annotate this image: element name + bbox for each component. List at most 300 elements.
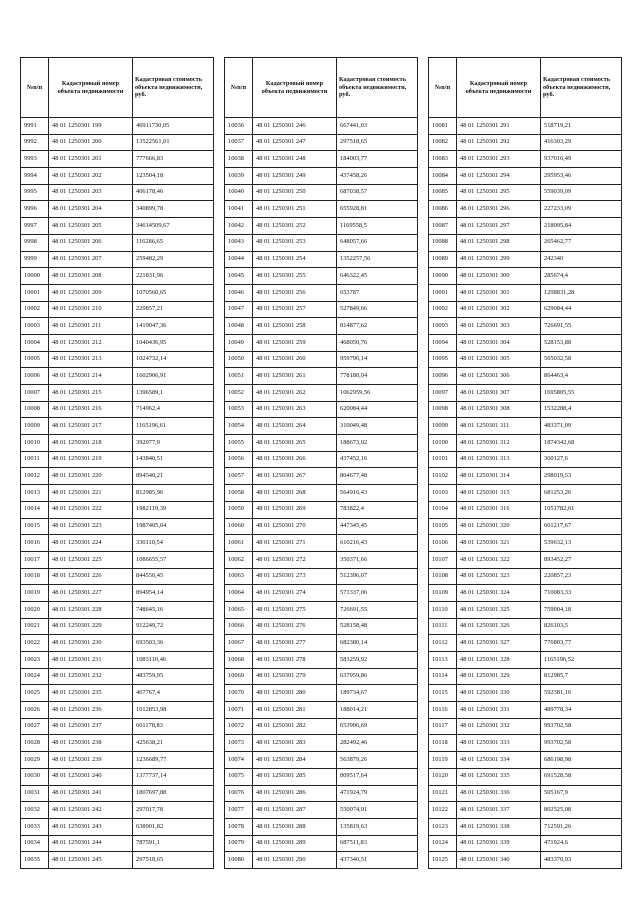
cell-num: 10065 — [225, 601, 253, 618]
cell-cadastral-cost: 714962,4 — [133, 401, 214, 418]
cell-cadastral-number: 48 01 1250301 241 — [49, 785, 133, 802]
table-row — [21, 601, 214, 618]
cell-num: 10070 — [225, 685, 253, 702]
table-row — [225, 385, 418, 402]
cell-cadastral-cost: 601178,83 — [133, 718, 214, 735]
cell-num: 10091 — [429, 284, 457, 301]
cell-num: 10025 — [21, 685, 49, 702]
cell-num: 10119 — [429, 752, 457, 769]
cell-cadastral-number: 48 01 1250301 240 — [49, 768, 133, 785]
cell-cadastral-number: 48 01 1250301 235 — [49, 685, 133, 702]
cell-cadastral-cost: 285674,4 — [541, 268, 622, 285]
table-row — [225, 685, 418, 702]
table-row — [429, 401, 622, 418]
cell-cadastral-cost: 687511,83 — [337, 835, 418, 852]
table-row — [429, 334, 622, 351]
cell-num: 10039 — [225, 168, 253, 185]
cell-num: 10107 — [429, 551, 457, 568]
cell-cadastral-cost: 814877,62 — [337, 318, 418, 335]
table-row — [225, 134, 418, 151]
cell-num: 10073 — [225, 735, 253, 752]
table-row — [429, 718, 622, 735]
cell-num: 10117 — [429, 718, 457, 735]
table-row — [429, 551, 622, 568]
cell-cadastral-cost: 646322,45 — [337, 268, 418, 285]
cell-cadastral-number: 48 01 1250301 323 — [457, 568, 541, 585]
table-row — [225, 635, 418, 652]
cell-num: 10048 — [225, 318, 253, 335]
cell-cadastral-cost: 1070560,65 — [133, 284, 214, 301]
cell-cadastral-number: 48 01 1250301 269 — [253, 501, 337, 518]
table-row — [21, 134, 214, 151]
cell-num: 10056 — [225, 451, 253, 468]
table-row — [225, 718, 418, 735]
cell-num: 10009 — [21, 418, 49, 435]
cell-cadastral-cost: 610216,43 — [337, 535, 418, 552]
cell-num: 10042 — [225, 218, 253, 235]
cell-num: 10058 — [225, 485, 253, 502]
cell-num: 10124 — [429, 835, 457, 852]
cell-num: 10085 — [429, 184, 457, 201]
cell-cadastral-number: 48 01 1250301 210 — [49, 301, 133, 318]
table-row — [21, 535, 214, 552]
table-row — [21, 151, 214, 168]
cell-num: 10060 — [225, 518, 253, 535]
table-row — [225, 818, 418, 835]
table-row — [429, 635, 622, 652]
table-row — [429, 835, 622, 852]
table-row — [429, 585, 622, 602]
cell-num: 9995 — [21, 184, 49, 201]
header-cadastral-number: Кадастровый номер объекта недвижимости — [253, 58, 337, 118]
cell-num: 10000 — [21, 268, 49, 285]
cell-num: 10045 — [225, 268, 253, 285]
table-row — [21, 284, 214, 301]
cell-cadastral-cost: 227233,09 — [541, 201, 622, 218]
cell-cadastral-cost: 667441,03 — [337, 118, 418, 135]
cell-num: 10082 — [429, 134, 457, 151]
cell-cadastral-cost: 629084,44 — [541, 301, 622, 318]
cell-cadastral-number: 48 01 1250301 244 — [49, 835, 133, 852]
cell-cadastral-number: 48 01 1250301 336 — [457, 785, 541, 802]
cell-num: 10081 — [429, 118, 457, 135]
cell-num: 10046 — [225, 284, 253, 301]
cell-cadastral-cost: 1086655,57 — [133, 551, 214, 568]
cell-num: 10092 — [429, 301, 457, 318]
cell-cadastral-number: 48 01 1250301 287 — [253, 802, 337, 819]
table-row — [429, 168, 622, 185]
cell-cadastral-cost: 416303,29 — [541, 134, 622, 151]
cell-num: 10103 — [429, 485, 457, 502]
table-row — [429, 234, 622, 251]
cell-num: 10116 — [429, 702, 457, 719]
cell-cadastral-number: 48 01 1250301 253 — [253, 234, 337, 251]
cell-cadastral-number: 48 01 1250301 268 — [253, 485, 337, 502]
cell-cadastral-cost: 471924,6 — [541, 835, 622, 852]
cell-cadastral-cost: 1298831,28 — [541, 284, 622, 301]
cell-num: 10098 — [429, 401, 457, 418]
table-row — [21, 685, 214, 702]
cell-cadastral-number: 48 01 1250301 270 — [253, 518, 337, 535]
header-num: №п/п — [225, 58, 253, 118]
cell-num: 10090 — [429, 268, 457, 285]
table-row — [21, 818, 214, 835]
cell-num: 10105 — [429, 518, 457, 535]
cell-num: 10030 — [21, 768, 49, 785]
table-row — [225, 418, 418, 435]
cell-num: 10021 — [21, 618, 49, 635]
cell-cadastral-cost: 330110,54 — [133, 535, 214, 552]
cell-cadastral-cost: 447345,45 — [337, 518, 418, 535]
cell-num: 10054 — [225, 418, 253, 435]
table-row — [225, 535, 418, 552]
cell-cadastral-cost: 550074,91 — [337, 802, 418, 819]
cell-cadastral-cost: 1874342,68 — [541, 435, 622, 452]
cell-num: 10014 — [21, 501, 49, 518]
cell-cadastral-number: 48 01 1250301 339 — [457, 835, 541, 852]
cell-cadastral-cost: 681253,26 — [541, 485, 622, 502]
cell-cadastral-number: 48 01 1250301 279 — [253, 668, 337, 685]
table-row — [21, 368, 214, 385]
cell-cadastral-number: 48 01 1250301 303 — [457, 318, 541, 335]
cell-num: 10108 — [429, 568, 457, 585]
cell-cadastral-number: 48 01 1250301 259 — [253, 334, 337, 351]
table-row — [21, 318, 214, 335]
table-row — [429, 418, 622, 435]
table-row — [21, 652, 214, 669]
cell-cadastral-number: 48 01 1250301 260 — [253, 351, 337, 368]
cell-cadastral-number: 48 01 1250301 218 — [49, 435, 133, 452]
cell-num: 10112 — [429, 635, 457, 652]
cell-cadastral-number: 48 01 1250301 212 — [49, 334, 133, 351]
cell-num: 10113 — [429, 652, 457, 669]
cell-num: 10044 — [225, 251, 253, 268]
cell-num: 10078 — [225, 818, 253, 835]
cell-num: 10080 — [225, 852, 253, 869]
table-row — [225, 835, 418, 852]
cell-cadastral-cost: 809517,64 — [337, 768, 418, 785]
cell-cadastral-cost: 221831,96 — [133, 268, 214, 285]
cell-cadastral-cost: 804677,48 — [337, 468, 418, 485]
table-row — [21, 184, 214, 201]
cell-num: 10076 — [225, 785, 253, 802]
cell-cadastral-number: 48 01 1250301 258 — [253, 318, 337, 335]
table-row — [429, 568, 622, 585]
cell-num: 9994 — [21, 168, 49, 185]
cell-cadastral-cost: 1083110,46 — [133, 652, 214, 669]
table-row — [429, 268, 622, 285]
table-row — [21, 501, 214, 518]
table-row — [225, 702, 418, 719]
table-row — [225, 435, 418, 452]
table-row — [225, 251, 418, 268]
cell-cadastral-number: 48 01 1250301 237 — [49, 718, 133, 735]
table-row — [21, 201, 214, 218]
table-row — [225, 652, 418, 669]
cell-cadastral-cost: 559039,09 — [541, 184, 622, 201]
cell-cadastral-cost: 1236689,77 — [133, 752, 214, 769]
cell-cadastral-cost: 802525,08 — [541, 802, 622, 819]
cell-cadastral-cost: 759004,18 — [541, 601, 622, 618]
table-row — [225, 501, 418, 518]
table-row — [429, 818, 622, 835]
cell-cadastral-cost: 563879,26 — [337, 752, 418, 769]
cell-num: 10012 — [21, 468, 49, 485]
cell-num: 10001 — [21, 284, 49, 301]
cell-cadastral-cost: 1982119,39 — [133, 501, 214, 518]
cell-cadastral-number: 48 01 1250301 222 — [49, 501, 133, 518]
cell-cadastral-number: 48 01 1250301 201 — [49, 151, 133, 168]
table-row — [21, 334, 214, 351]
cell-num: 10034 — [21, 835, 49, 852]
cell-cadastral-cost: 620084,44 — [337, 401, 418, 418]
cell-num: 10028 — [21, 735, 49, 752]
table-row — [225, 401, 418, 418]
cell-cadastral-cost: 425638,21 — [133, 735, 214, 752]
cell-cadastral-number: 48 01 1250301 247 — [253, 134, 337, 151]
cell-cadastral-cost: 143840,51 — [133, 451, 214, 468]
table-row — [429, 768, 622, 785]
cell-cadastral-cost: 1062959,56 — [337, 385, 418, 402]
table-row — [429, 118, 622, 135]
table-row — [21, 435, 214, 452]
cell-cadastral-cost: 1165196,52 — [541, 652, 622, 669]
cell-num: 9997 — [21, 218, 49, 235]
table-row — [225, 334, 418, 351]
cell-cadastral-number: 48 01 1250301 217 — [49, 418, 133, 435]
cell-cadastral-number: 48 01 1250301 290 — [253, 852, 337, 869]
cell-cadastral-number: 48 01 1250301 203 — [49, 184, 133, 201]
cell-num: 10121 — [429, 785, 457, 802]
table-row — [225, 618, 418, 635]
table-row — [225, 351, 418, 368]
cell-cadastral-number: 48 01 1250301 271 — [253, 535, 337, 552]
cell-cadastral-number: 48 01 1250301 265 — [253, 435, 337, 452]
cell-cadastral-cost: 1169558,5 — [337, 218, 418, 235]
cell-cadastral-cost: 583259,92 — [337, 652, 418, 669]
table-row — [429, 201, 622, 218]
cell-cadastral-cost: 406178,46 — [133, 184, 214, 201]
cell-num: 10089 — [429, 251, 457, 268]
cell-num: 10102 — [429, 468, 457, 485]
table-row — [21, 118, 214, 135]
table-row — [21, 168, 214, 185]
cell-cadastral-number: 48 01 1250301 337 — [457, 802, 541, 819]
header-cadastral-cost: Кадастровая стоимость объекта недвижимости, руб. — [133, 58, 214, 118]
cell-num: 10084 — [429, 168, 457, 185]
cell-cadastral-number: 48 01 1250301 248 — [253, 151, 337, 168]
cell-cadastral-number: 48 01 1250301 211 — [49, 318, 133, 335]
cell-cadastral-number: 48 01 1250301 320 — [457, 518, 541, 535]
table-row — [225, 752, 418, 769]
table-row — [225, 518, 418, 535]
cell-cadastral-number: 48 01 1250301 286 — [253, 785, 337, 802]
table-row — [21, 668, 214, 685]
cell-num: 10067 — [225, 635, 253, 652]
cell-cadastral-cost: 295953,46 — [541, 168, 622, 185]
cell-num: 9993 — [21, 151, 49, 168]
cell-cadastral-cost: 242340 — [541, 251, 622, 268]
cell-cadastral-cost: 297518,65 — [337, 134, 418, 151]
cell-cadastral-cost: 123504,18 — [133, 168, 214, 185]
cell-cadastral-cost: 783822,4 — [337, 501, 418, 518]
cell-cadastral-cost: 471924,79 — [337, 785, 418, 802]
cell-num: 10072 — [225, 718, 253, 735]
cell-num: 10088 — [429, 234, 457, 251]
cell-cadastral-cost: 468050,76 — [337, 334, 418, 351]
cell-cadastral-number: 48 01 1250301 226 — [49, 568, 133, 585]
cell-cadastral-number: 48 01 1250301 230 — [49, 635, 133, 652]
cell-cadastral-number: 48 01 1250301 242 — [49, 802, 133, 819]
cell-cadastral-cost: 539632,13 — [541, 535, 622, 552]
cell-cadastral-cost: 787591,1 — [133, 835, 214, 852]
cell-cadastral-cost: 648057,66 — [337, 234, 418, 251]
table-row — [429, 284, 622, 301]
cell-cadastral-cost: 844550,45 — [133, 568, 214, 585]
cell-cadastral-number: 48 01 1250301 249 — [253, 168, 337, 185]
cell-cadastral-cost: 1602906,91 — [133, 368, 214, 385]
cell-cadastral-number: 48 01 1250301 311 — [457, 418, 541, 435]
cell-num: 9999 — [21, 251, 49, 268]
cell-cadastral-cost: 282492,46 — [337, 735, 418, 752]
cell-cadastral-cost: 360127,6 — [541, 451, 622, 468]
cell-cadastral-number: 48 01 1250301 301 — [457, 284, 541, 301]
cell-cadastral-cost: 638901,82 — [133, 818, 214, 835]
table-row — [21, 635, 214, 652]
cell-cadastral-number: 48 01 1250301 263 — [253, 401, 337, 418]
cell-cadastral-number: 48 01 1250301 207 — [49, 251, 133, 268]
cell-cadastral-cost: 483370,93 — [541, 852, 622, 869]
cell-cadastral-cost: 726691,55 — [337, 601, 418, 618]
table-row — [21, 618, 214, 635]
cell-num: 10109 — [429, 585, 457, 602]
cell-cadastral-cost: 34614509,67 — [133, 218, 214, 235]
cell-num: 10006 — [21, 368, 49, 385]
table-row — [429, 318, 622, 335]
cell-cadastral-cost: 1051782,61 — [541, 501, 622, 518]
cell-num: 10047 — [225, 301, 253, 318]
cell-num: 10099 — [429, 418, 457, 435]
cell-cadastral-number: 48 01 1250301 280 — [253, 685, 337, 702]
cell-cadastral-number: 48 01 1250301 219 — [49, 451, 133, 468]
cell-cadastral-number: 48 01 1250301 254 — [253, 251, 337, 268]
table-row — [429, 535, 622, 552]
cell-num: 10053 — [225, 401, 253, 418]
table-row — [429, 652, 622, 669]
cell-cadastral-number: 48 01 1250301 282 — [253, 718, 337, 735]
cell-cadastral-number: 48 01 1250301 238 — [49, 735, 133, 752]
table-row — [21, 418, 214, 435]
cell-cadastral-cost: 1695805,55 — [541, 385, 622, 402]
cell-cadastral-number: 48 01 1250301 257 — [253, 301, 337, 318]
table-row — [429, 618, 622, 635]
cell-num: 10071 — [225, 702, 253, 719]
cell-cadastral-number: 48 01 1250301 331 — [457, 702, 541, 719]
table-header-row — [225, 58, 418, 118]
table-row — [429, 251, 622, 268]
table-row — [429, 134, 622, 151]
cell-cadastral-cost: 777666,83 — [133, 151, 214, 168]
table-row — [429, 184, 622, 201]
cell-num: 10036 — [225, 118, 253, 135]
cell-cadastral-number: 48 01 1250301 236 — [49, 702, 133, 719]
cell-cadastral-cost: 437340,51 — [337, 852, 418, 869]
header-cadastral-number: Кадастровый номер объекта недвижимости — [49, 58, 133, 118]
table-row — [21, 585, 214, 602]
cell-cadastral-cost: 776803,77 — [541, 635, 622, 652]
cell-cadastral-cost: 571337,06 — [337, 585, 418, 602]
cell-num: 10050 — [225, 351, 253, 368]
cell-num: 10022 — [21, 635, 49, 652]
cell-cadastral-number: 48 01 1250301 316 — [457, 501, 541, 518]
cell-cadastral-number: 48 01 1250301 199 — [49, 118, 133, 135]
table-row — [21, 785, 214, 802]
cell-cadastral-cost: 489778,34 — [541, 702, 622, 719]
cell-num: 10120 — [429, 768, 457, 785]
cell-num: 10005 — [21, 351, 49, 368]
cell-num: 10002 — [21, 301, 49, 318]
cell-cadastral-number: 48 01 1250301 243 — [49, 818, 133, 835]
cell-num: 9998 — [21, 234, 49, 251]
cell-cadastral-number: 48 01 1250301 302 — [457, 301, 541, 318]
cell-cadastral-cost: 340899,78 — [133, 201, 214, 218]
cell-cadastral-number: 48 01 1250301 273 — [253, 568, 337, 585]
cell-num: 10027 — [21, 718, 49, 735]
cell-cadastral-cost: 1352257,56 — [337, 251, 418, 268]
cell-cadastral-number: 48 01 1250301 326 — [457, 618, 541, 635]
cell-cadastral-number: 48 01 1250301 298 — [457, 234, 541, 251]
cell-cadastral-number: 48 01 1250301 296 — [457, 201, 541, 218]
cell-cadastral-cost: 220857,23 — [541, 568, 622, 585]
cell-num: 10118 — [429, 735, 457, 752]
cell-cadastral-number: 48 01 1250301 329 — [457, 668, 541, 685]
cell-num: 10041 — [225, 201, 253, 218]
table-row — [21, 485, 214, 502]
cell-cadastral-number: 48 01 1250301 307 — [457, 385, 541, 402]
cell-cadastral-number: 48 01 1250301 204 — [49, 201, 133, 218]
table-row — [429, 685, 622, 702]
table-row — [21, 518, 214, 535]
table-row — [21, 702, 214, 719]
cell-cadastral-number: 48 01 1250301 338 — [457, 818, 541, 835]
table-row — [225, 201, 418, 218]
cell-cadastral-number: 48 01 1250301 333 — [457, 735, 541, 752]
cell-num: 10104 — [429, 501, 457, 518]
cell-num: 9992 — [21, 134, 49, 151]
cell-cadastral-cost: 527849,66 — [337, 301, 418, 318]
cell-cadastral-number: 48 01 1250301 328 — [457, 652, 541, 669]
cell-num: 10031 — [21, 785, 49, 802]
cell-cadastral-number: 48 01 1250301 266 — [253, 451, 337, 468]
cell-num: 10035 — [21, 852, 49, 869]
cell-cadastral-number: 48 01 1250301 225 — [49, 551, 133, 568]
cell-cadastral-cost: 565032,58 — [541, 351, 622, 368]
cell-cadastral-number: 48 01 1250301 264 — [253, 418, 337, 435]
table-row — [429, 485, 622, 502]
cell-cadastral-cost: 437458,26 — [337, 168, 418, 185]
cell-cadastral-number: 48 01 1250301 272 — [253, 551, 337, 568]
cell-cadastral-number: 48 01 1250301 300 — [457, 268, 541, 285]
cell-num: 10017 — [21, 551, 49, 568]
cell-cadastral-cost: 13522561,01 — [133, 134, 214, 151]
cell-cadastral-number: 48 01 1250301 205 — [49, 218, 133, 235]
cell-num: 10019 — [21, 585, 49, 602]
cell-cadastral-cost: 297017,78 — [133, 802, 214, 819]
table-header-row — [21, 58, 214, 118]
cell-cadastral-cost: 864463,4 — [541, 368, 622, 385]
cell-cadastral-cost: 310049,48 — [337, 418, 418, 435]
cell-cadastral-number: 48 01 1250301 213 — [49, 351, 133, 368]
